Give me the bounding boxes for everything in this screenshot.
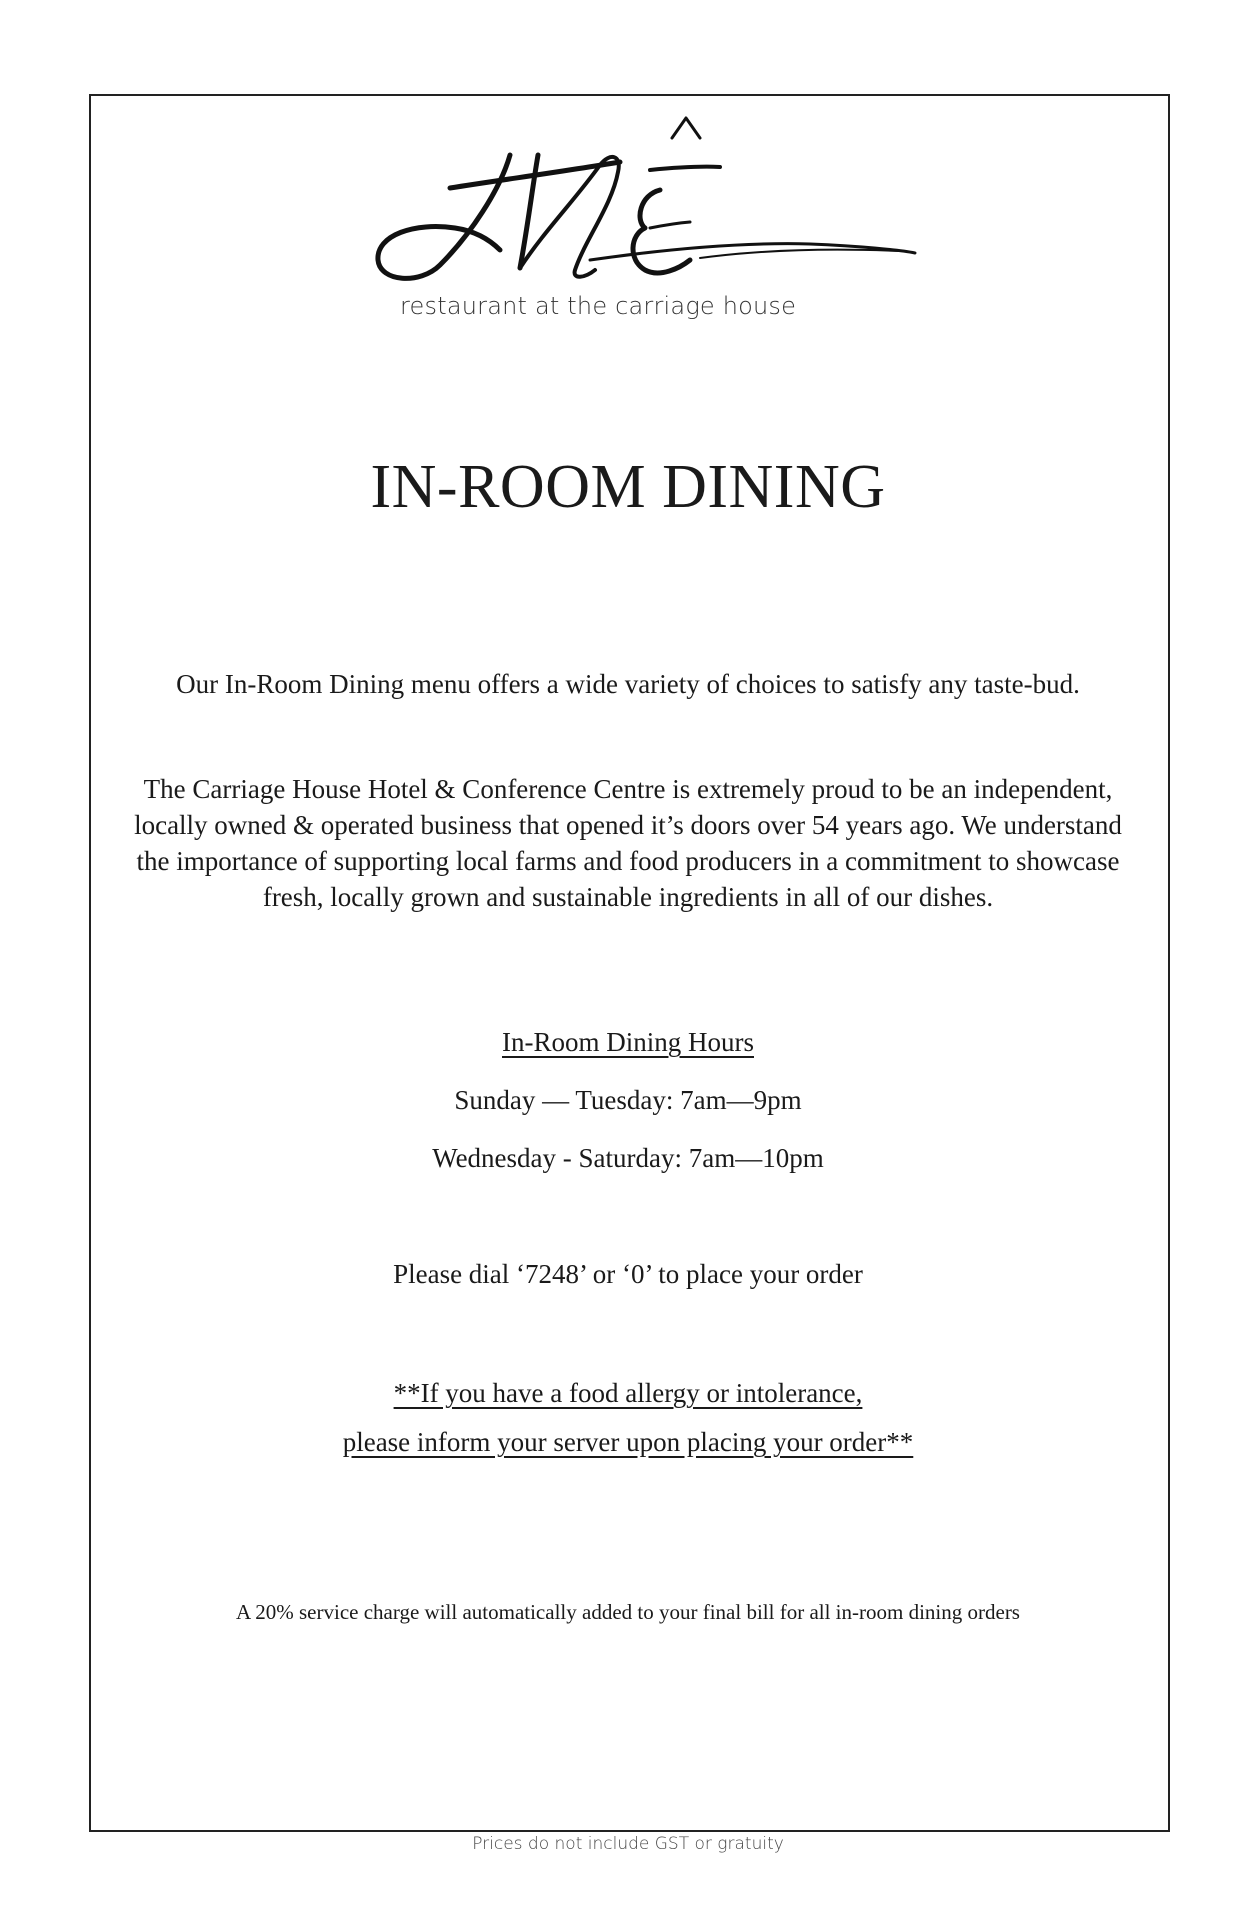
about-paragraph: The Carriage House Hotel & Conference Centre is extremely proud to be an independent, locally owned & operated business that opened it’s doors over 54 years ago. We understand the importance of supporting local farms and food producers in a commitment to showcase fresh, locally grown and sustainable ingredients in all of our dishes. [134,774,1122,912]
logo-tagline: restaurant at the carriage house [400,292,797,320]
allergy-notice-line-2: please inform your server upon placing your order** [342,1427,914,1457]
hours-wednesday-saturday: Wednesday - Saturday: 7am—10pm [432,1143,824,1173]
intro-paragraph: Our In-Room Dining menu offers a wide variety of choices to satisfy any taste-bud. [176,669,1080,699]
the-monogram-signature [360,110,920,300]
page-title: IN-ROOM DINING [370,453,886,521]
restaurant-logo [360,110,920,330]
allergy-notice-line-1: **If you have a food allergy or intolerance, [393,1378,863,1408]
service-charge-note: A 20% service charge will automatically added to your final bill for all in-room dining orders [236,1600,1020,1624]
prices-footer-note: Prices do not include GST or gratuity [472,1834,784,1854]
hours-heading: In-Room Dining Hours [502,1027,754,1057]
menu-page-border [89,94,1170,1832]
dial-instructions: Please dial ‘7248’ or ‘0’ to place your order [393,1259,863,1289]
hours-sunday-tuesday: Sunday — Tuesday: 7am—9pm [454,1085,802,1115]
